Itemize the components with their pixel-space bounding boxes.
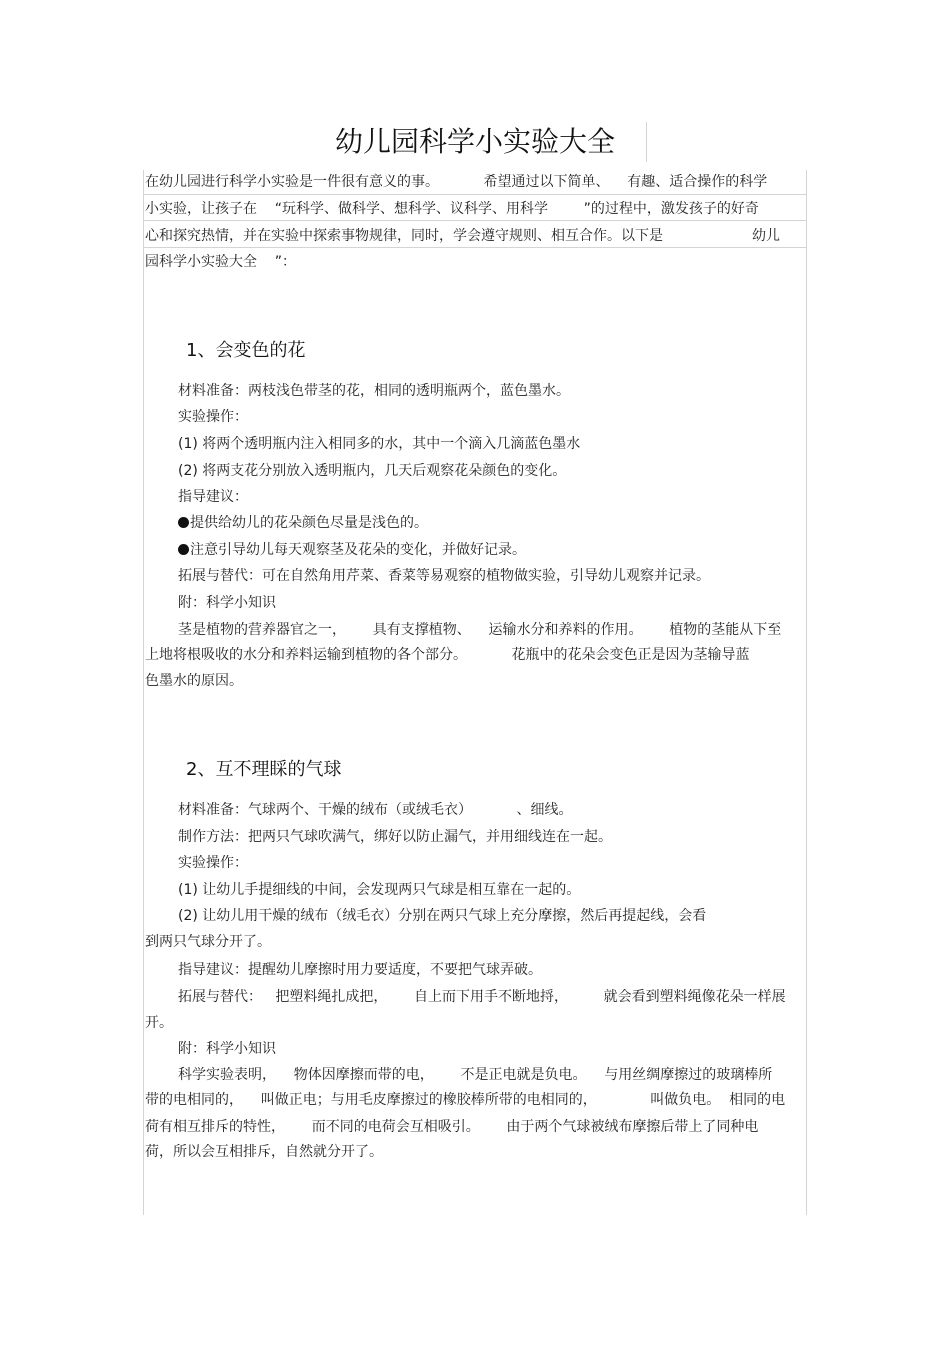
intro-rule-1 (143, 194, 807, 195)
bullet-icon (178, 544, 189, 555)
intro-line: 在幼儿园进行科学小实验是一件很有意义的事。 希望通过以下简单、 有趣、适合操作的科学 (145, 174, 768, 190)
paragraph-line: 上地将根吸收的水分和养料运输到植物的各个部分。 花瓶中的花朵会变色正是因为茎输导蓝 (145, 647, 750, 663)
materials-line: 材料准备：气球两个、干燥的绒布（或绒毛衣） 、细线。 (178, 802, 573, 818)
method-line: 制作方法：把两只气球吹满气，绑好以防止漏气，并用细线连在一起。 (178, 829, 612, 845)
extension-line: 拓展与替代：可在自然角用芹菜、香菜等易观察的植物做实验，引导幼儿观察并记录。 (178, 568, 710, 584)
step-line: (1) 让幼儿手提细线的中间，会发现两只气球是相互靠在一起的。 (178, 882, 581, 898)
section-heading: 1、会变色的花 (186, 340, 306, 361)
step-line: (1) 将两个透明瓶内注入相同多的水，其中一个滴入几滴蓝色墨水 (178, 436, 581, 452)
bullet-item (178, 513, 428, 533)
bullet-icon (178, 517, 189, 528)
knowledge-label: 附：科学小知识 (178, 1041, 276, 1057)
bullet-item (178, 540, 526, 560)
step-line: (2) 让幼儿用干燥的绒布（绒毛衣）分别在两只气球上充分摩擦，然后再提起线，会看 (178, 908, 707, 924)
paragraph-line: 带的电相同的， 叫做正电；与用毛皮摩擦过的橡胶棒所带的电相同的， 叫做负电。 相同的电 (145, 1092, 786, 1108)
guidance-label: 指导建议： (178, 489, 248, 505)
step-line: (2) 将两支花分别放入透明瓶内，几天后观察花朵颜色的变化。 (178, 463, 567, 479)
document-title: 幼儿园科学小实验大全 (334, 125, 615, 158)
intro-line: 小实验，让孩子在 “玩科学、做科学、想科学、议科学、用科学 ”的过程中，激发孩子的好奇 (145, 201, 759, 217)
bullet-text: 注意引导幼儿每天观察茎及花朵的变化，并做好记录。 (190, 542, 526, 558)
step-line: 到两只气球分开了。 (145, 934, 271, 950)
intro-line: 园科学小实验大全 ”： (145, 254, 297, 270)
intro-rule-2 (143, 220, 807, 221)
paragraph-line: 荷有相互排斥的特性， 而不同的电荷会互相吸引。 由于两个气球被绒布摩擦后带上了同种电 (145, 1119, 759, 1135)
knowledge-label: 附：科学小知识 (178, 595, 276, 611)
frame-right-border (806, 170, 807, 1215)
paragraph-line: 科学实验表明， 物体因摩擦而带的电， 不是正电就是负电。 与用丝绸摩擦过的玻璃棒所 (178, 1067, 773, 1083)
frame-left-border (143, 170, 144, 1215)
paragraph-line: 荷，所以会互相排斥，自然就分开了。 (145, 1144, 383, 1160)
guidance-line: 指导建议：提醒幼儿摩擦时用力要适度，不要把气球弄破。 (178, 962, 542, 978)
materials-line: 材料准备：两枝浅色带茎的花，相同的透明瓶两个，蓝色墨水。 (178, 383, 570, 399)
extension-line: 开。 (145, 1015, 173, 1031)
section-heading: 2、互不理睬的气球 (186, 759, 342, 780)
procedure-label: 实验操作： (178, 855, 248, 871)
intro-line: 心和探究热情，并在实验中探索事物规律，同时，学会遵守规则、相互合作。以下是 幼儿 (145, 228, 781, 244)
paragraph-line: 色墨水的原因。 (145, 673, 243, 689)
intro-rule-3 (143, 247, 807, 248)
extension-line: 拓展与替代： 把塑料绳扎成把， 自上而下用手不断地捋， 就会看到塑料绳像花朵一样展 (178, 989, 786, 1005)
procedure-label: 实验操作： (178, 409, 248, 425)
bullet-text: 提供给幼儿的花朵颜色尽量是浅色的。 (190, 515, 428, 531)
paragraph-line: 茎是植物的营养器官之一， 具有支撑植物、 运输水分和养料的作用。 植物的茎能从下至 (178, 622, 782, 638)
